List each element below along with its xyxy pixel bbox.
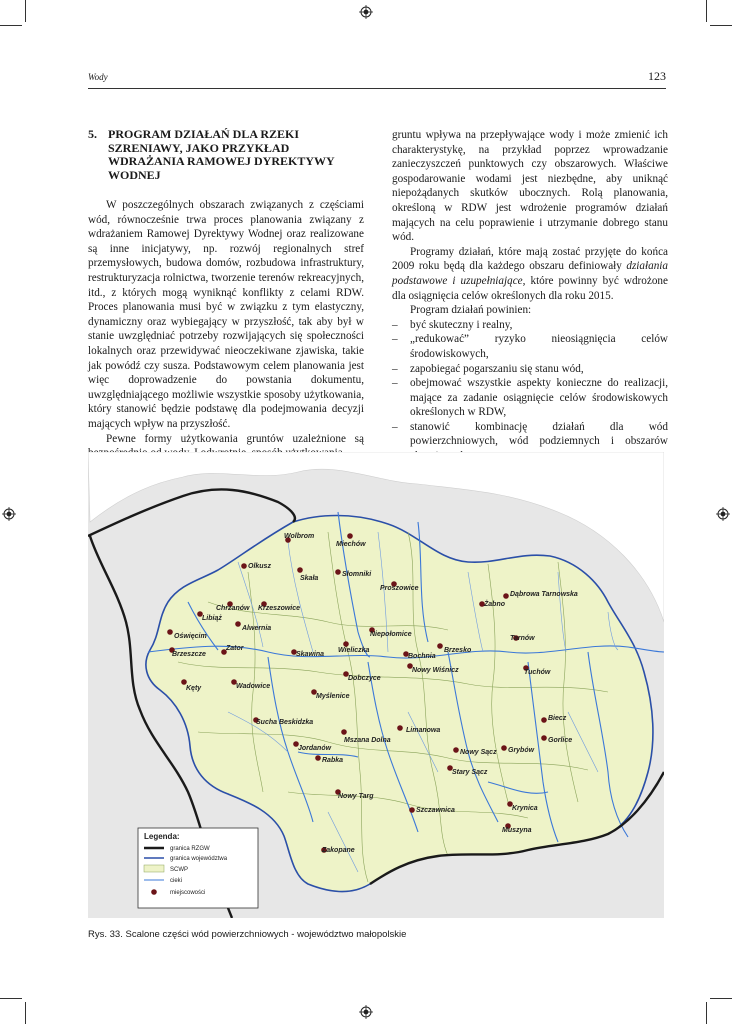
town-label-wieliczka: Wieliczka [338, 647, 370, 654]
running-header-section: Wody [88, 72, 108, 82]
town-label-oswiecim: Oświęcim [174, 633, 207, 640]
town-label-brzesko: Brzesko [444, 647, 472, 654]
town-label-proszowice: Proszowice [380, 585, 419, 592]
map-legend [138, 828, 258, 908]
figure-caption: Rys. 33. Scalone części wód powierzchniowych - województwo małopolskie [88, 929, 407, 940]
town-label-sucha-beskidzka: Sucha Beskidzka [256, 719, 314, 726]
town-label-wadowice: Wadowice [236, 683, 271, 690]
town-label-chrzanow: Chrzanów [216, 605, 250, 612]
crop-mark [710, 25, 732, 26]
section-number: 5. [88, 127, 97, 141]
text-run: które powinny być wdrożone dla osiągnięcia celów określonych dla roku 2015. [392, 274, 668, 302]
town-label-krynica: Krynica [512, 805, 538, 812]
list-item: – zapobiegać pogarszaniu się stanu wód, [392, 362, 668, 377]
town-label-bochnia: Bochnia [408, 653, 436, 660]
italic-text-run: działania podstawowe i uzupełniające, [392, 260, 668, 287]
crop-mark [0, 998, 22, 999]
town-label-kety: Kęty [186, 685, 202, 692]
section-heading [88, 128, 364, 182]
crop-mark [710, 998, 732, 999]
legend-item-scwp: SCWP [170, 867, 188, 873]
town-label-mszana-dolna: Mszana Dolna [344, 737, 391, 744]
town-label-nowy-sacz: Nowy Sącz [460, 749, 497, 756]
crop-mark [706, 1002, 707, 1024]
list-item: – „redukować” ryzyko nieosiągnięcia celów środowiskowych, [392, 332, 668, 361]
action-list [392, 318, 668, 464]
registration-mark-icon [2, 507, 16, 521]
paragraph [392, 245, 668, 303]
town-label-skawina: Skawina [296, 651, 325, 658]
legend-item-towns: miejscowości [170, 890, 206, 896]
town-dots [167, 533, 547, 853]
legend-title: Legenda: [144, 832, 180, 841]
town-label-wolbrom: Wolbrom [284, 533, 315, 540]
town-label-alwernia: Alwernia [242, 625, 272, 632]
town-label-skala: Skała [300, 575, 319, 582]
town-label-libiaz: Libiąż [202, 615, 222, 622]
town-label-niepolomice: Niepołomice [370, 631, 412, 638]
town-label-stary-sacz: Stary Sącz [452, 769, 488, 776]
town-label-dabrowa-tarnowska: Dąbrowa Tarnowska [510, 591, 578, 598]
town-label-slomniki: Słomniki [342, 571, 372, 578]
legend-item-rzgw: granica RZGW [170, 846, 210, 852]
town-label-zabno: Żabno [484, 601, 505, 608]
registration-mark-icon [359, 1005, 373, 1019]
legend-scwp-swatch [144, 865, 164, 872]
town-label-grybow: Grybów [508, 747, 535, 754]
town-label-olkusz: Olkusz [248, 563, 271, 570]
legend-town-swatch [151, 889, 157, 895]
town-label-rabka: Rabka [322, 757, 344, 764]
paragraph: Pewne formy użytkowania gruntów uzależnione są [106, 432, 364, 445]
town-label-myslenice: Myślenice [316, 693, 350, 700]
town-label-muszyna: Muszyna [502, 827, 532, 834]
left-column [88, 128, 364, 461]
town-label-tuchow: Tuchów [524, 669, 551, 676]
list-item: – stanowić kombinację działań dla wód powierzchniowych, wód podziemnych i obszarów [392, 420, 668, 464]
legend-item-rivers: cieki [170, 878, 183, 884]
header-rule [88, 88, 666, 89]
section-title: PROGRAM DZIAŁAŃ DLA RZEKI SZRENIAWY, JAKO PRZYKŁAD WDRAŻANIA RAMOWEJ DYREKTYWY WODNEJ [108, 127, 335, 182]
town-label-dobczyce: Dobczyce [348, 675, 381, 682]
town-label-nowy-wisnicz: Nowy Wiśnicz [412, 667, 459, 674]
registration-mark-icon [716, 507, 730, 521]
page-number: 123 [648, 69, 666, 83]
town-label-zator: Zator [226, 645, 244, 652]
paragraph: W poszczególnych obszarach związanych z częściami wód, równocześnie trwa proces planowania związany z wdrażaniem Ramowej Dyrektywy Wodnej oraz realizowane są inne inicjatywy, np. rozwój regionalnych stref przemysłowych, budowa domów, rozbudowa infrastruktury, restrukturyzacja rolnictwa, tworzenie terenów rekreacyjnych, itd., z których mogą wyniknąć konflikty z celami RDW. Proces planowania musi być w związku z tym elastyczny, dynamiczny oraz wybiegający w przyszłość, tak aby był w stanie uwzględniać potrzeby rozwijających się społeczności lokalnych oraz przewidywać nieoczekiwane zjawiska, takie jak powódź czy susza. Podstawowym celem planowania jest więc doprowadzenie do powstania dokumentu, uwzględniającego możliwie wszystkie sposoby użytkowania, który stanowić będzie podstawę dla podejmowania decyzji mających wpływ na przyszłość. [88, 199, 364, 430]
list-intro: Program działań powinien: [410, 304, 532, 317]
town-label-gorlice: Gorlice [548, 737, 573, 744]
town-label-limanowa: Limanowa [406, 727, 441, 734]
town-label-nowy-targ: Nowy Targ [338, 793, 374, 800]
town-label-jordanow: Jordanów [298, 745, 332, 752]
town-label-miechow: Miechów [336, 541, 366, 548]
town-layer [88, 452, 664, 918]
list-item: – obejmować wszystkie aspekty konieczne do realizacji, mające za zadanie osiągnięcie celów środowiskowych określonych w RDW, [392, 376, 668, 420]
town-label-krzeszowice: Krzeszowice [258, 605, 301, 612]
crop-mark [0, 25, 22, 26]
town-label-szczawnica: Szczawnica [416, 807, 455, 814]
registration-mark-icon [359, 5, 373, 19]
list-item: – być skuteczny i realny, [392, 318, 668, 333]
town-label-tarnow: Tarnów [510, 635, 535, 642]
paragraph: gruntu wpływa na przepływające wody i może zmienić ich charakterystykę, na przykład poprzez wprowadzanie zanieczyszczeń punktowych czy obszarowych. Właściwe gospodarowanie wodami jest niezbędne, aby uniknąć niepożądanych skutków ubocznych. Rolą planowania, określoną w RDW jest wdrożenie programów działań mających na celu poprawienie i utrzymanie dobrego stanu wód. [392, 129, 668, 244]
town-label-brzeszcze: Brzeszcze [172, 651, 206, 658]
legend-item-voivodeship: granica województwa [170, 856, 228, 862]
text-run: Programy działań, które mają zostać przyjęte do końca 2009 roku będą dla każdego obszaru definiowały [392, 245, 668, 273]
town-label-biecz: Biecz [548, 715, 567, 722]
town-labels [172, 533, 578, 854]
crop-mark [706, 0, 707, 22]
crop-mark [25, 1002, 26, 1024]
town-label-zakopane: Zakopane [322, 847, 355, 854]
crop-mark [25, 0, 26, 22]
right-column [392, 128, 668, 478]
